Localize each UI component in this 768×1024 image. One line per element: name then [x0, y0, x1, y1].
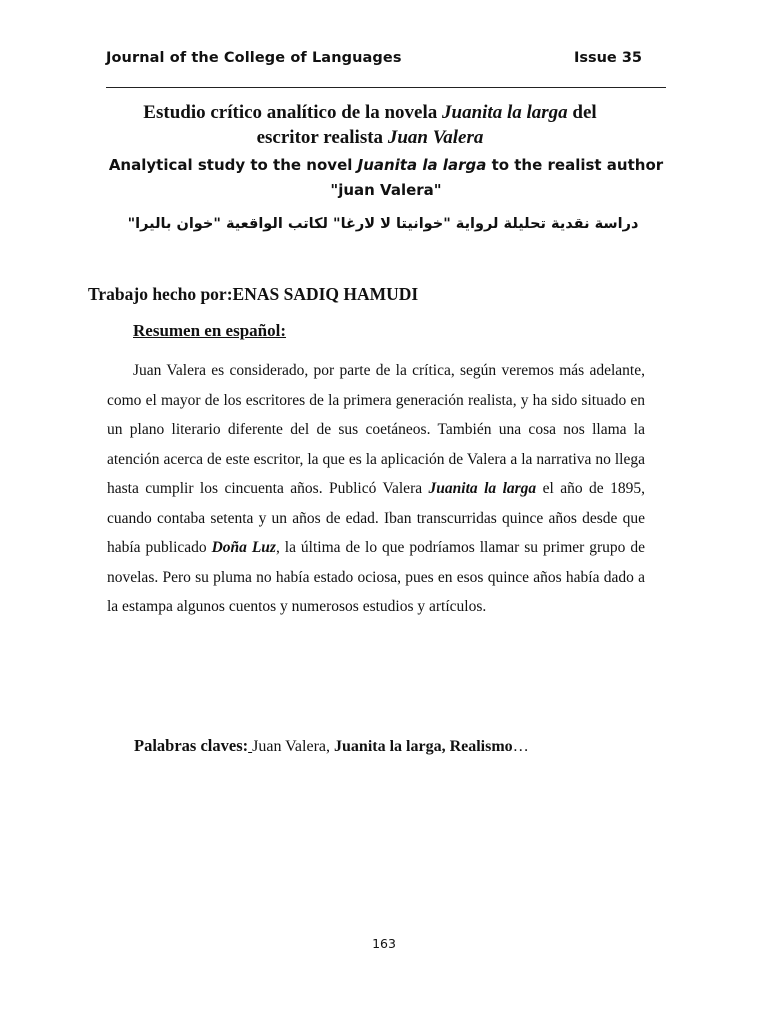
resumen-heading: Resumen en español: [133, 321, 287, 340]
abstract-novel-1: Juanita la larga [428, 480, 537, 497]
spanish-title-part1: Estudio crítico analítico de la novela [143, 102, 443, 123]
spanish-title-part3: escritor realista [256, 127, 388, 148]
keywords-label: Palabras claves: [134, 736, 249, 755]
keywords-line [134, 736, 529, 756]
abstract-text-1: Juan Valera es considerado, por parte de la crítica, según veremos más adelante, como el mayor de los escritores de la primera generación realista, y ha sido situado en un plano literario diferente del de sus coetáneos. También una cosa nos llama la atención acerca de este escritor, la que es la aplicación de Valera a la narrativa no llega hasta cumplir los cincuenta años. Publicó Valera [107, 362, 645, 497]
english-title-novel: Juanita la larga [357, 156, 487, 174]
abstract-novel-2: Doña Luz [211, 539, 276, 556]
arabic-title: دراسة نقدية تحليلة لرواية "خوانيتا لا لارغا" لكاتب الواقعية "خوان باليرا" [127, 216, 639, 232]
journal-name: Journal of the College of Languages [106, 50, 402, 66]
keywords-ellipsis: … [512, 738, 529, 755]
journal-header [106, 50, 666, 74]
abstract-text-2: el año de 1895, cuando contaba setenta y un años de edad. Iban transcurridas quince años desde que había publicado [107, 480, 645, 556]
english-title-part2: to the realist author [486, 156, 664, 174]
spanish-title [100, 100, 640, 150]
spanish-title-author: Juan Valera [387, 127, 484, 148]
abstract-body [107, 356, 645, 622]
english-title [106, 153, 666, 203]
abstract-text-3: , la última de lo que podríamos llamar su primer grupo de novelas. Pero su pluma no había estado ociosa, pues en esos quince años había dado a la estampa algunos cuentos y numerosos estudios y artículos. [107, 539, 645, 615]
english-title-line2: "juan Valera" [330, 181, 442, 199]
spanish-title-part2: del [567, 102, 597, 123]
keyword-juanita-realismo: Juanita la larga, Realismo [334, 738, 513, 755]
page-number: 163 [372, 936, 396, 951]
keyword-juan-valera: Juan Valera, [252, 738, 335, 755]
english-title-part1: Analytical study to the novel [108, 156, 358, 174]
issue-number: Issue 35 [573, 50, 642, 66]
author-line: Trabajo hecho por:ENAS SADIQ HAMUDI [88, 284, 419, 304]
header-rule [106, 87, 666, 88]
spanish-title-novel: Juanita la larga [442, 102, 568, 123]
